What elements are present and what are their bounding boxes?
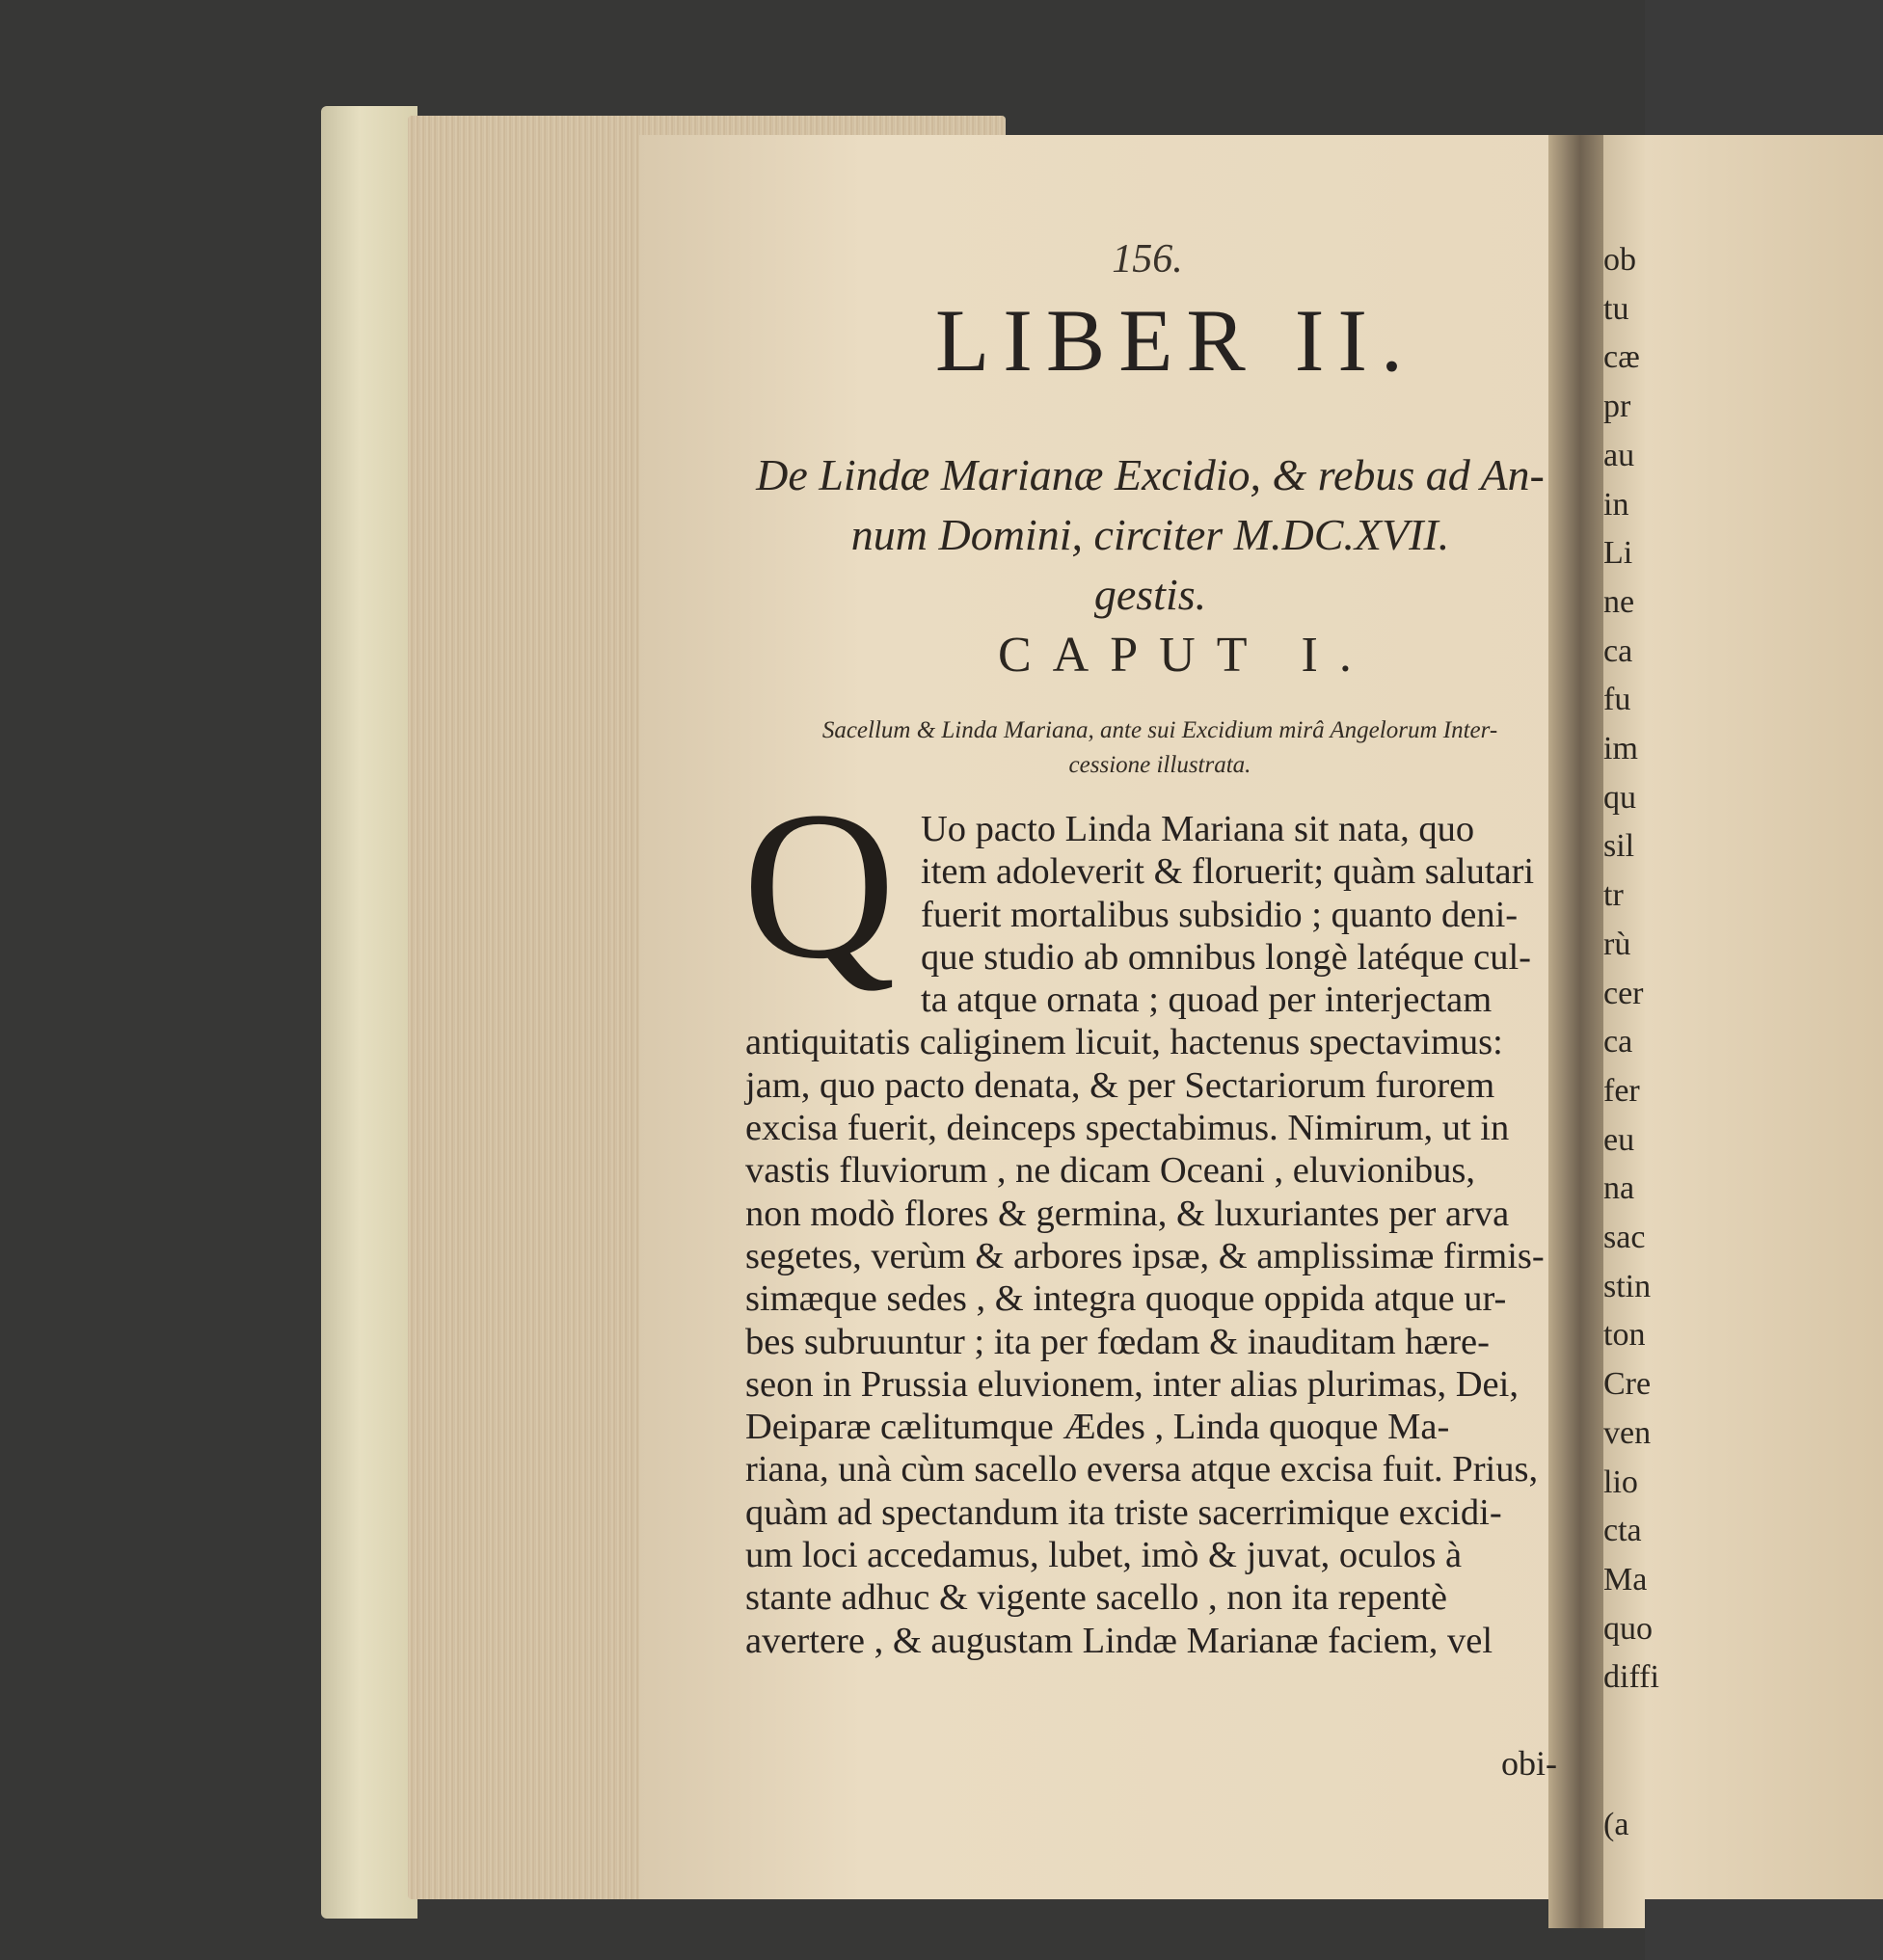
summary-line: Sacellum & Linda Mariana, ante sui Excidium mirâ Angelorum Inter- [821,717,1498,743]
body-line: non modò flores & germina, & luxuriantes per arva [745,1193,1510,1234]
subtitle-line: gestis. [1093,570,1207,619]
facing-page-line: im [1603,731,1638,767]
facing-page-line: ton [1603,1317,1646,1354]
facing-page-line: na [1603,1170,1635,1207]
body-line: vastis fluviorum , ne dicam Oceani , eluvionibus, [745,1150,1476,1192]
drop-cap: Q [742,767,896,1003]
facing-page-line: quo [1603,1610,1653,1647]
facing-page-line: ne [1603,583,1635,620]
book-subtitle [745,445,1555,625]
facing-page-line: diffi [1603,1659,1659,1696]
body-line: avertere , & augustam Lindæ Marianæ faciem, vel [745,1620,1493,1661]
vellum-cover [321,106,417,1919]
body-line: stante adhuc & vigente sacello , non ita repentè [745,1577,1448,1619]
facing-page-line: cæ [1603,339,1640,376]
facing-page-line: tu [1603,290,1629,327]
facing-page-line: ca [1603,632,1633,669]
facing-page-text [1603,236,1659,1849]
facing-page-line: au [1603,437,1635,473]
page-number: 156. [1112,237,1183,282]
facing-page-line: qu [1603,779,1636,816]
facing-page-line: Cre [1603,1366,1652,1403]
body-line: simæque sedes , & integra quoque oppida atque ur- [745,1278,1507,1320]
facing-page-line [1603,1703,1645,1752]
body-line: ta atque ornata ; quoad per interjectam [921,980,1493,1021]
book-title: LIBER II. [935,291,1417,389]
body-line: seon in Prussia eluvionem, inter alias plurimas, Dei, [745,1363,1519,1405]
body-line: fuerit mortalibus subsidio ; quanto deni- [921,894,1519,935]
facing-page-line: cta [1603,1513,1642,1549]
facing-page-line: cer [1603,975,1644,1011]
body-line: um loci accedamus, lubet, imò & juvat, oculos à [745,1535,1463,1576]
facing-page-line: lio [1603,1463,1638,1500]
body-line: jam, quo pacto denata, & per Sectariorum furorem [745,1064,1495,1106]
facing-page-line: ven [1603,1414,1652,1451]
body-line: que studio ab omnibus longè latéque cul- [921,936,1531,978]
summary-line: cessione illustrata. [1068,752,1251,778]
facing-page-line: (a [1603,1806,1629,1842]
catchword: obi- [1501,1744,1557,1783]
body-line: riana, unà cùm sacello eversa atque excisa fuit. Prius, [745,1449,1539,1490]
body-line: Uo pacto Linda Mariana sit nata, quo [921,809,1475,849]
facing-page-line: ob [1603,242,1636,278]
chapter-heading: CAPUT I. [998,628,1373,683]
body-line: quàm ad spectandum ita triste sacerrimique excidi- [745,1491,1502,1533]
facing-page-line: fer [1603,1072,1640,1109]
body-line: Deiparæ cælitumque Ædes , Linda quoque Ma- [745,1407,1450,1448]
body-line: antiquitatis caliginem licuit, hactenus spectavimus: [745,1022,1503,1063]
body-line: item adoleverit & floruerit; quàm salutari [921,851,1535,893]
book-gutter [1548,135,1606,1928]
facing-page-line: ca [1603,1024,1633,1061]
facing-page-line: in [1603,486,1629,523]
facing-page-line: fu [1603,682,1631,718]
facing-page-line: stin [1603,1268,1652,1304]
facing-page-line: pr [1603,389,1631,425]
facing-page-line [1603,1752,1645,1801]
facing-page-line: sil [1603,828,1635,865]
body-line: bes subruuntur ; ita per fœdam & inauditam hære- [745,1321,1490,1362]
facing-page-line: Ma [1603,1561,1648,1598]
facing-page-line: eu [1603,1121,1635,1158]
body-text [745,808,1557,1662]
facing-page-line: sac [1603,1220,1646,1256]
facing-page-line: Li [1603,535,1633,572]
subtitle-line: num Domini, circiter M.DC.XVII. [850,510,1450,559]
subtitle-line: De Lindæ Marianæ Excidio, & rebus ad An- [756,450,1545,499]
body-line: excisa fuerit, deinceps spectabimus. Nimirum, ut in [745,1108,1510,1149]
facing-page-line: tr [1603,877,1624,914]
facing-page-line: rù [1603,926,1631,962]
body-line: segetes, verùm & arbores ipsæ, & amplissimæ firmis- [745,1235,1545,1276]
